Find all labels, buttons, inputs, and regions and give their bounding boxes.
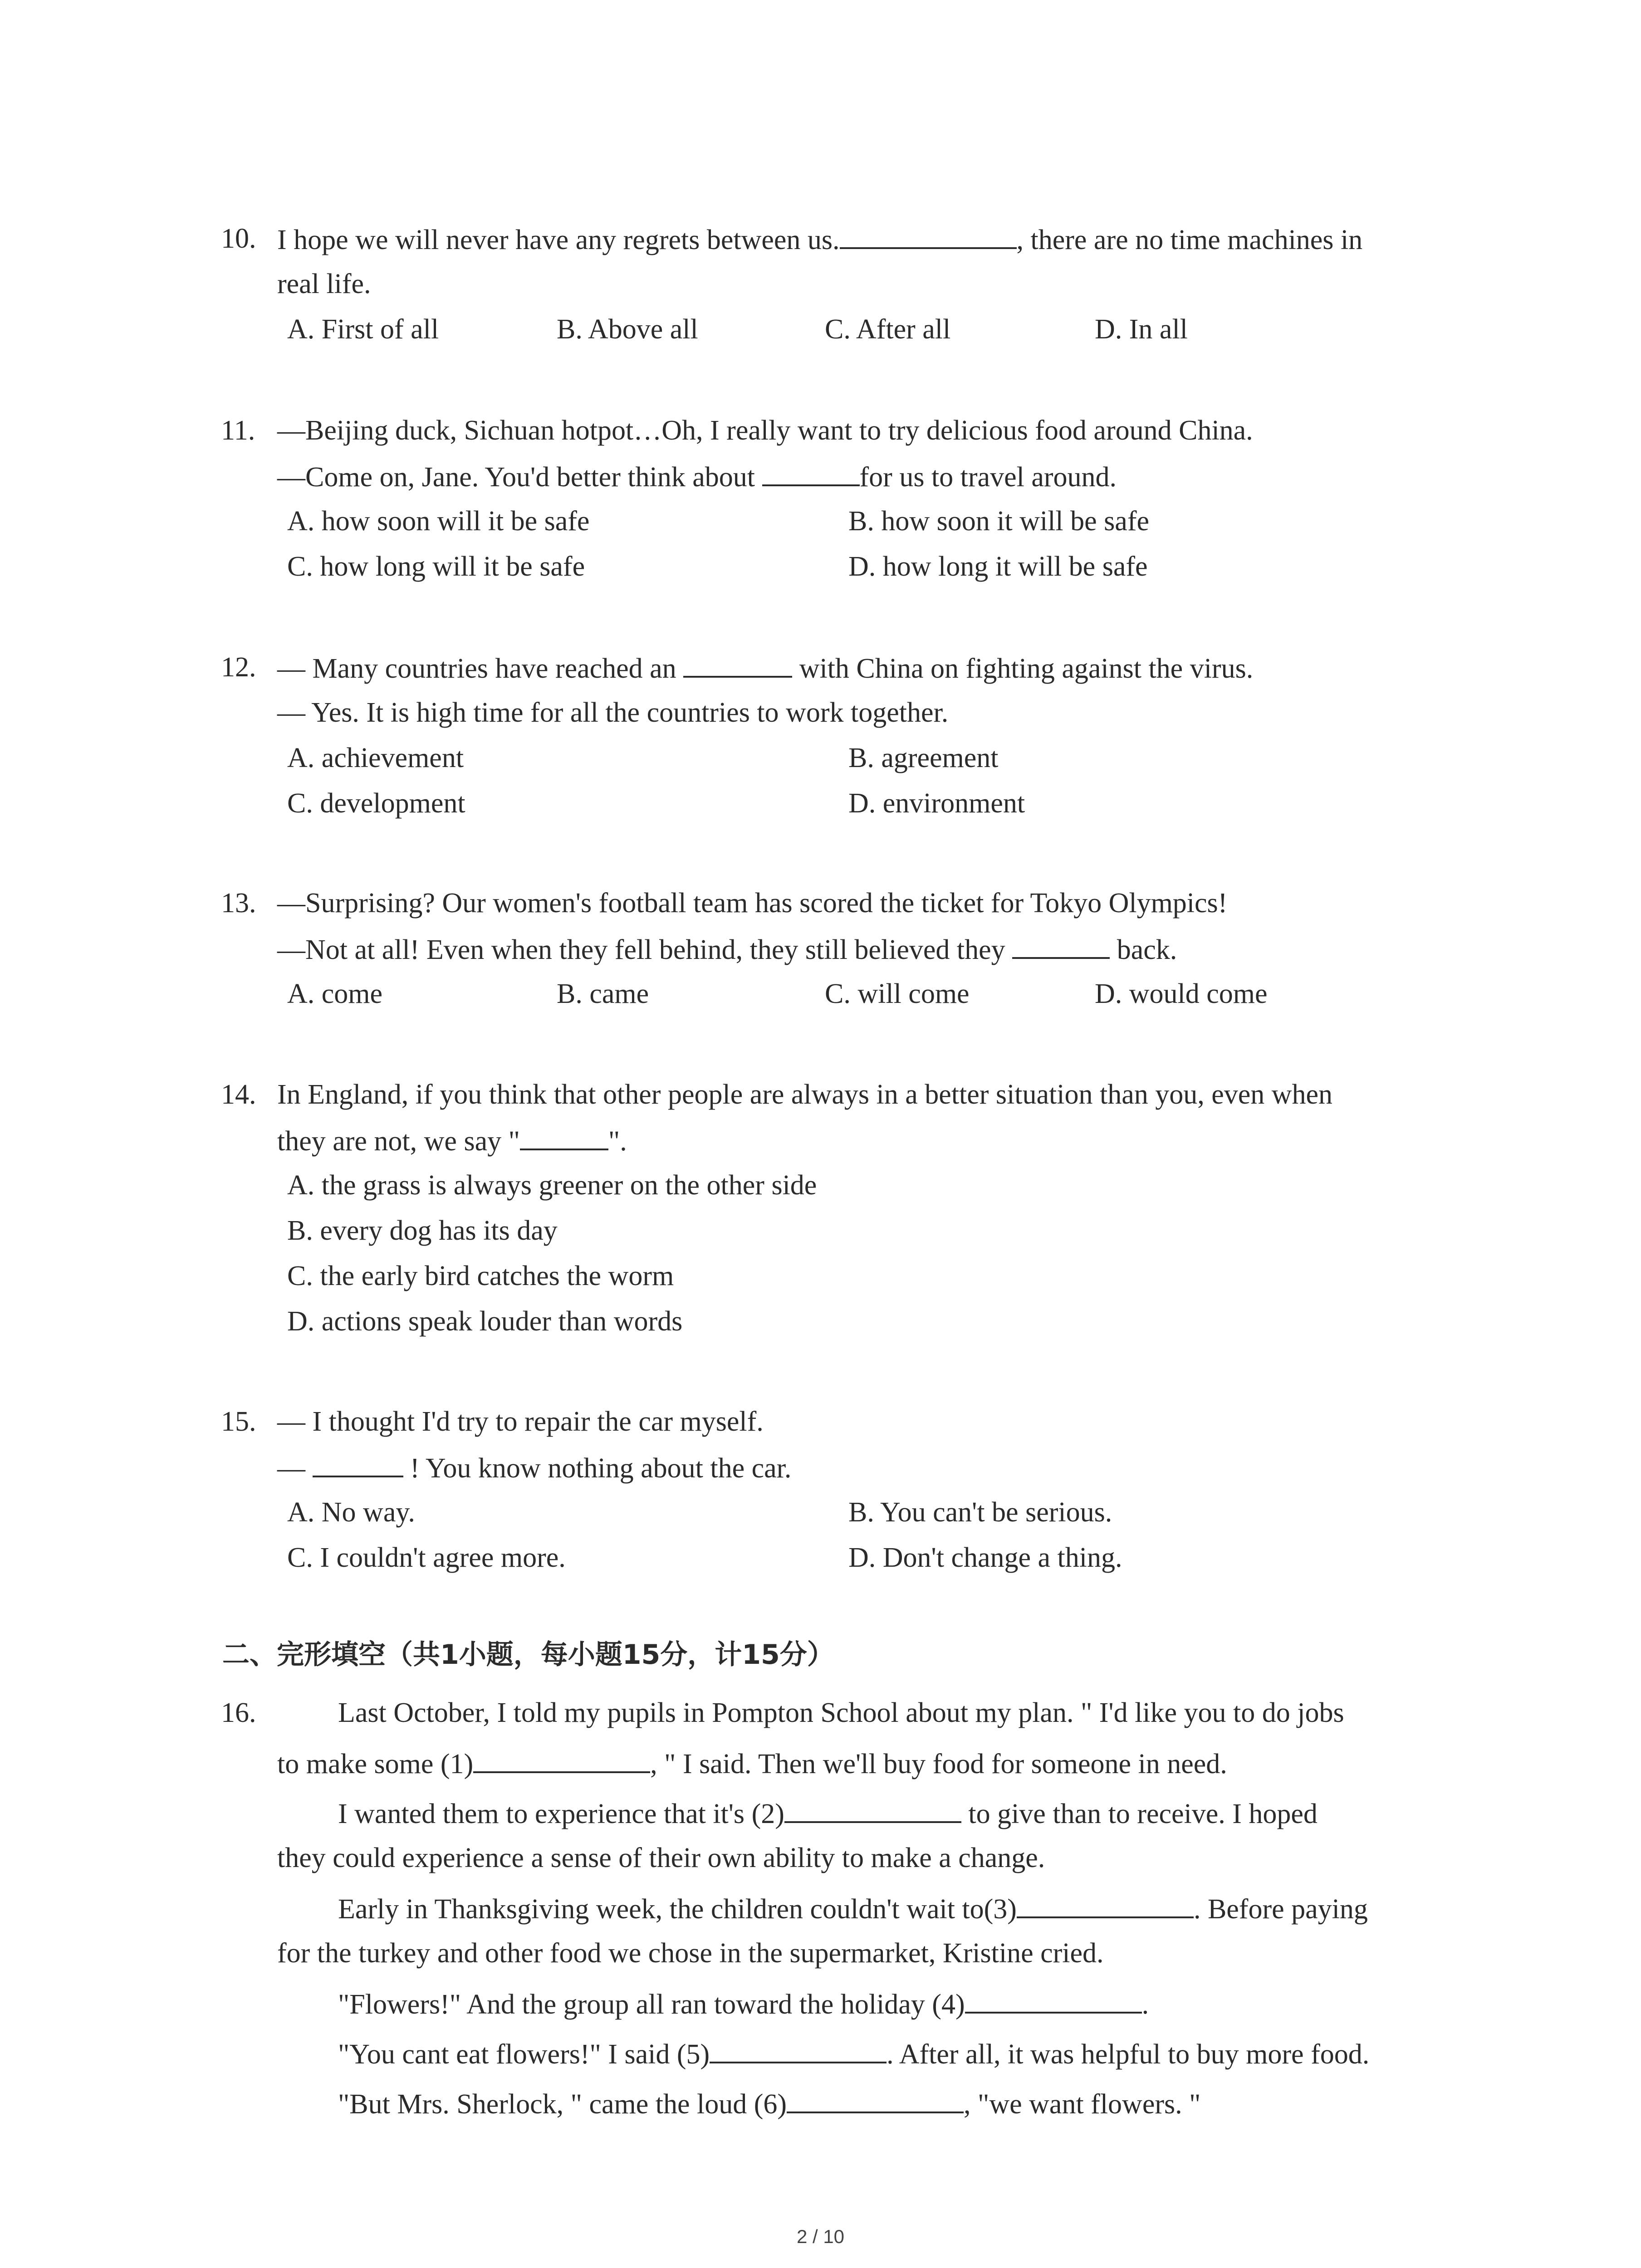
dialogue-line: — I thought I'd try to repair the car myself. [277, 1406, 764, 1437]
question-number: 13. [221, 888, 256, 919]
passage-text: to give than to receive. I hoped [961, 1799, 1318, 1829]
answer-blank [473, 1749, 650, 1773]
passage-text: , " I said. Then we'll buy food for someone in need. [650, 1749, 1227, 1779]
stem-text: — Many countries have reached an [277, 653, 684, 684]
dialogue-line [277, 653, 1253, 683]
option-c: C. the early bird catches the worm [287, 1261, 674, 1291]
stem-text: —Not at all! Even when they fell behind, they still believed they [277, 934, 1013, 965]
answer-blank [840, 225, 1017, 249]
option-c: C. how long will it be safe [287, 551, 585, 582]
question-number: 12. [221, 652, 256, 683]
answer-blank [1012, 934, 1110, 959]
question-stem: In England, if you think that other people are always in a better situation than you, even when [277, 1079, 1333, 1110]
option-a: A. First of all [287, 314, 439, 345]
dialogue-line [277, 934, 1177, 964]
stem-text: I hope we will never have any regrets between us. [277, 225, 840, 255]
question-number: 15. [221, 1406, 256, 1437]
passage-line [277, 1749, 1227, 1778]
answer-blank [520, 1126, 608, 1150]
stem-text: ". [608, 1126, 627, 1157]
option-c: C. will come [825, 978, 970, 1009]
answer-blank [683, 653, 792, 678]
passage-line [338, 2089, 1200, 2118]
dialogue-line: — Yes. It is high time for all the countries to work together. [277, 697, 949, 728]
passage-line: they could experience a sense of their own ability to make a change. [277, 1843, 1045, 1873]
stem-text: for us to travel around. [859, 462, 1117, 493]
option-d: D. actions speak louder than words [287, 1306, 683, 1337]
option-b: B. every dog has its day [287, 1215, 558, 1246]
passage-text: Early in Thanksgiving week, the children couldn't wait to(3) [338, 1894, 1017, 1925]
option-d: D. would come [1095, 978, 1268, 1009]
stem-text: back. [1110, 934, 1177, 965]
question-number: 14. [221, 1079, 256, 1110]
option-d: D. how long it will be safe [848, 551, 1148, 582]
option-b: B. agreement [848, 743, 999, 773]
question-stem-continued: real life. [277, 269, 371, 299]
passage-line [338, 1989, 1149, 2019]
option-c: C. I couldn't agree more. [287, 1542, 566, 1573]
option-c: C. development [287, 788, 465, 819]
dialogue-line [277, 1453, 791, 1482]
answer-blank [313, 1453, 403, 1477]
option-b: B. came [557, 978, 649, 1009]
answer-blank [784, 1799, 961, 1823]
passage-line: Last October, I told my pupils in Pompton School about my plan. " I'd like you to do jobs [338, 1697, 1344, 1728]
stem-text: with China on fighting against the virus. [792, 653, 1254, 684]
passage-line [338, 1799, 1318, 1828]
passage-text: "Flowers!" And the group all ran toward the holiday (4) [338, 1989, 965, 2020]
option-b: B. You can't be serious. [848, 1497, 1112, 1528]
question-stem-continued [277, 1126, 627, 1155]
section-heading: 二、完形填空（共1小题，每小题15分，计15分） [222, 1639, 834, 1671]
dialogue-line: —Surprising? Our women's football team has scored the ticket for Tokyo Olympics! [277, 888, 1228, 919]
option-a: A. achievement [287, 743, 464, 773]
passage-text: "But Mrs. Sherlock, " came the loud (6) [338, 2089, 787, 2120]
answer-blank [710, 2039, 887, 2063]
stem-text: they are not, we say " [277, 1126, 520, 1157]
passage-text: "You cant eat flowers!" I said (5) [338, 2039, 710, 2070]
option-d: D. Don't change a thing. [848, 1542, 1122, 1573]
passage-text: , "we want flowers. " [964, 2089, 1201, 2120]
passage-line [338, 1894, 1368, 1923]
question-stem [277, 225, 1362, 254]
answer-blank [1017, 1894, 1194, 1918]
dialogue-line [277, 462, 1117, 491]
option-d: D. In all [1095, 314, 1188, 345]
passage-text: I wanted them to experience that it's (2) [338, 1799, 784, 1829]
passage-line: for the turkey and other food we chose in the supermarket, Kristine cried. [277, 1938, 1104, 1969]
option-b: B. how soon it will be safe [848, 506, 1149, 537]
passage-text: . After all, it was helpful to buy more food. [887, 2039, 1370, 2070]
passage-line [338, 2039, 1369, 2068]
stem-text: ! You know nothing about the car. [403, 1453, 792, 1484]
option-d: D. environment [848, 788, 1025, 819]
stem-text: — [277, 1453, 313, 1484]
option-a: A. how soon will it be safe [287, 506, 590, 537]
stem-text: , there are no time machines in [1016, 225, 1363, 255]
answer-blank [965, 1989, 1142, 2014]
option-c: C. After all [825, 314, 951, 345]
answer-blank [787, 2089, 964, 2113]
option-a: A. come [287, 978, 383, 1009]
stem-text: —Come on, Jane. You'd better think about [277, 462, 762, 493]
answer-blank [762, 462, 860, 486]
option-a: A. No way. [287, 1497, 415, 1528]
question-number: 10. [221, 223, 256, 254]
option-b: B. Above all [557, 314, 698, 345]
option-a: A. the grass is always greener on the other side [287, 1170, 817, 1201]
passage-text: . [1141, 1989, 1149, 2020]
dialogue-line: —Beijing duck, Sichuan hotpot…Oh, I really want to try delicious food around China. [277, 415, 1253, 446]
passage-text: to make some (1) [277, 1749, 474, 1779]
question-number: 11. [221, 415, 255, 446]
question-number: 16. [221, 1697, 256, 1728]
page-number: 2 / 10 [796, 2226, 845, 2247]
passage-text: . Before paying [1193, 1894, 1368, 1925]
